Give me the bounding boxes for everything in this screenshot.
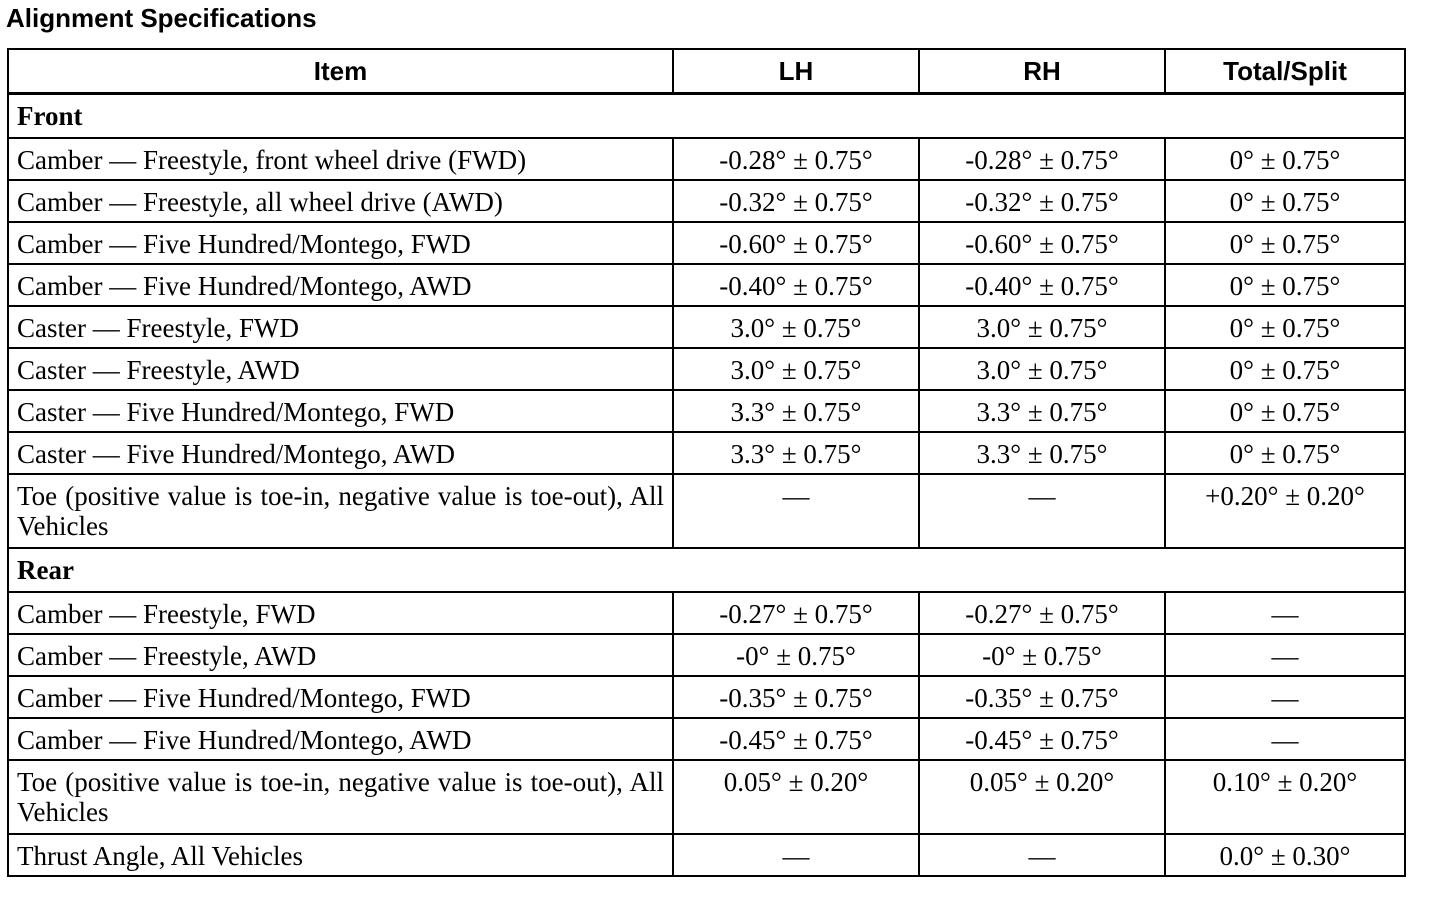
cell-item: Caster — Freestyle, AWD — [8, 348, 673, 390]
header-item: Item — [8, 49, 673, 94]
section-label: Rear — [8, 548, 1405, 592]
section-row-front — [8, 94, 1405, 138]
cell-rh: -0.60° ± 0.75° — [919, 222, 1165, 264]
cell-lh: -0.28° ± 0.75° — [673, 138, 919, 180]
cell-item: Toe (positive value is toe-in, negative value is toe-out), All Vehicles — [8, 474, 673, 548]
cell-lh: -0.45° ± 0.75° — [673, 718, 919, 760]
cell-total: 0° ± 0.75° — [1165, 264, 1405, 306]
cell-total: 0° ± 0.75° — [1165, 180, 1405, 222]
cell-item: Camber — Five Hundred/Montego, FWD — [8, 222, 673, 264]
cell-item: Caster — Freestyle, FWD — [8, 306, 673, 348]
table-row — [8, 760, 1405, 834]
cell-rh: -0.28° ± 0.75° — [919, 138, 1165, 180]
cell-item: Thrust Angle, All Vehicles — [8, 834, 673, 876]
cell-total: 0° ± 0.75° — [1165, 222, 1405, 264]
cell-total: +0.20° ± 0.20° — [1165, 474, 1405, 548]
cell-total: 0.10° ± 0.20° — [1165, 760, 1405, 834]
cell-lh: -0.35° ± 0.75° — [673, 676, 919, 718]
cell-lh: 3.0° ± 0.75° — [673, 348, 919, 390]
table-row — [8, 138, 1405, 180]
cell-rh: 3.3° ± 0.75° — [919, 390, 1165, 432]
cell-total: 0° ± 0.75° — [1165, 306, 1405, 348]
cell-item: Camber — Five Hundred/Montego, AWD — [8, 718, 673, 760]
table-row — [8, 348, 1405, 390]
cell-lh: 3.3° ± 0.75° — [673, 390, 919, 432]
cell-lh: -0.32° ± 0.75° — [673, 180, 919, 222]
table-header-row — [8, 49, 1405, 94]
cell-total: — — [1165, 634, 1405, 676]
cell-rh: 0.05° ± 0.20° — [919, 760, 1165, 834]
cell-total: — — [1165, 718, 1405, 760]
cell-lh: -0° ± 0.75° — [673, 634, 919, 676]
table-row — [8, 676, 1405, 718]
cell-lh: 0.05° ± 0.20° — [673, 760, 919, 834]
cell-rh: — — [919, 834, 1165, 876]
header-rh: RH — [919, 49, 1165, 94]
cell-rh: -0.27° ± 0.75° — [919, 592, 1165, 634]
cell-lh: — — [673, 474, 919, 548]
cell-rh: 3.3° ± 0.75° — [919, 432, 1165, 474]
section-label: Front — [8, 94, 1405, 138]
cell-rh: -0.45° ± 0.75° — [919, 718, 1165, 760]
cell-rh: 3.0° ± 0.75° — [919, 306, 1165, 348]
cell-item: Camber — Freestyle, AWD — [8, 634, 673, 676]
cell-item: Camber — Five Hundred/Montego, AWD — [8, 264, 673, 306]
table-row — [8, 264, 1405, 306]
table-row — [8, 718, 1405, 760]
table-row — [8, 180, 1405, 222]
cell-item: Camber — Freestyle, all wheel drive (AWD) — [8, 180, 673, 222]
cell-rh: -0.40° ± 0.75° — [919, 264, 1165, 306]
cell-item: Caster — Five Hundred/Montego, FWD — [8, 390, 673, 432]
cell-item: Camber — Freestyle, FWD — [8, 592, 673, 634]
cell-total: 0° ± 0.75° — [1165, 432, 1405, 474]
cell-total: 0° ± 0.75° — [1165, 348, 1405, 390]
cell-lh: -0.40° ± 0.75° — [673, 264, 919, 306]
table-row — [8, 222, 1405, 264]
cell-total: — — [1165, 676, 1405, 718]
table-row — [8, 592, 1405, 634]
cell-rh: -0° ± 0.75° — [919, 634, 1165, 676]
table-row — [8, 474, 1405, 548]
cell-lh: 3.3° ± 0.75° — [673, 432, 919, 474]
cell-lh: -0.27° ± 0.75° — [673, 592, 919, 634]
cell-rh: -0.35° ± 0.75° — [919, 676, 1165, 718]
cell-item: Caster — Five Hundred/Montego, AWD — [8, 432, 673, 474]
cell-item: Toe (positive value is toe-in, negative value is toe-out), All Vehicles — [8, 760, 673, 834]
cell-rh: — — [919, 474, 1165, 548]
cell-lh: 3.0° ± 0.75° — [673, 306, 919, 348]
section-row-rear — [8, 548, 1405, 592]
cell-rh: 3.0° ± 0.75° — [919, 348, 1165, 390]
cell-total: — — [1165, 592, 1405, 634]
alignment-spec-table — [7, 48, 1406, 877]
cell-lh: -0.60° ± 0.75° — [673, 222, 919, 264]
table-row — [8, 306, 1405, 348]
cell-total: 0.0° ± 0.30° — [1165, 834, 1405, 876]
cell-total: 0° ± 0.75° — [1165, 390, 1405, 432]
cell-rh: -0.32° ± 0.75° — [919, 180, 1165, 222]
table-row — [8, 634, 1405, 676]
header-lh: LH — [673, 49, 919, 94]
table-row — [8, 432, 1405, 474]
table-row — [8, 834, 1405, 876]
page-title: Alignment Specifications — [6, 3, 317, 33]
cell-item: Camber — Freestyle, front wheel drive (FWD) — [8, 138, 673, 180]
table-row — [8, 390, 1405, 432]
header-total-split: Total/Split — [1165, 49, 1405, 94]
cell-lh: — — [673, 834, 919, 876]
cell-total: 0° ± 0.75° — [1165, 138, 1405, 180]
cell-item: Camber — Five Hundred/Montego, FWD — [8, 676, 673, 718]
